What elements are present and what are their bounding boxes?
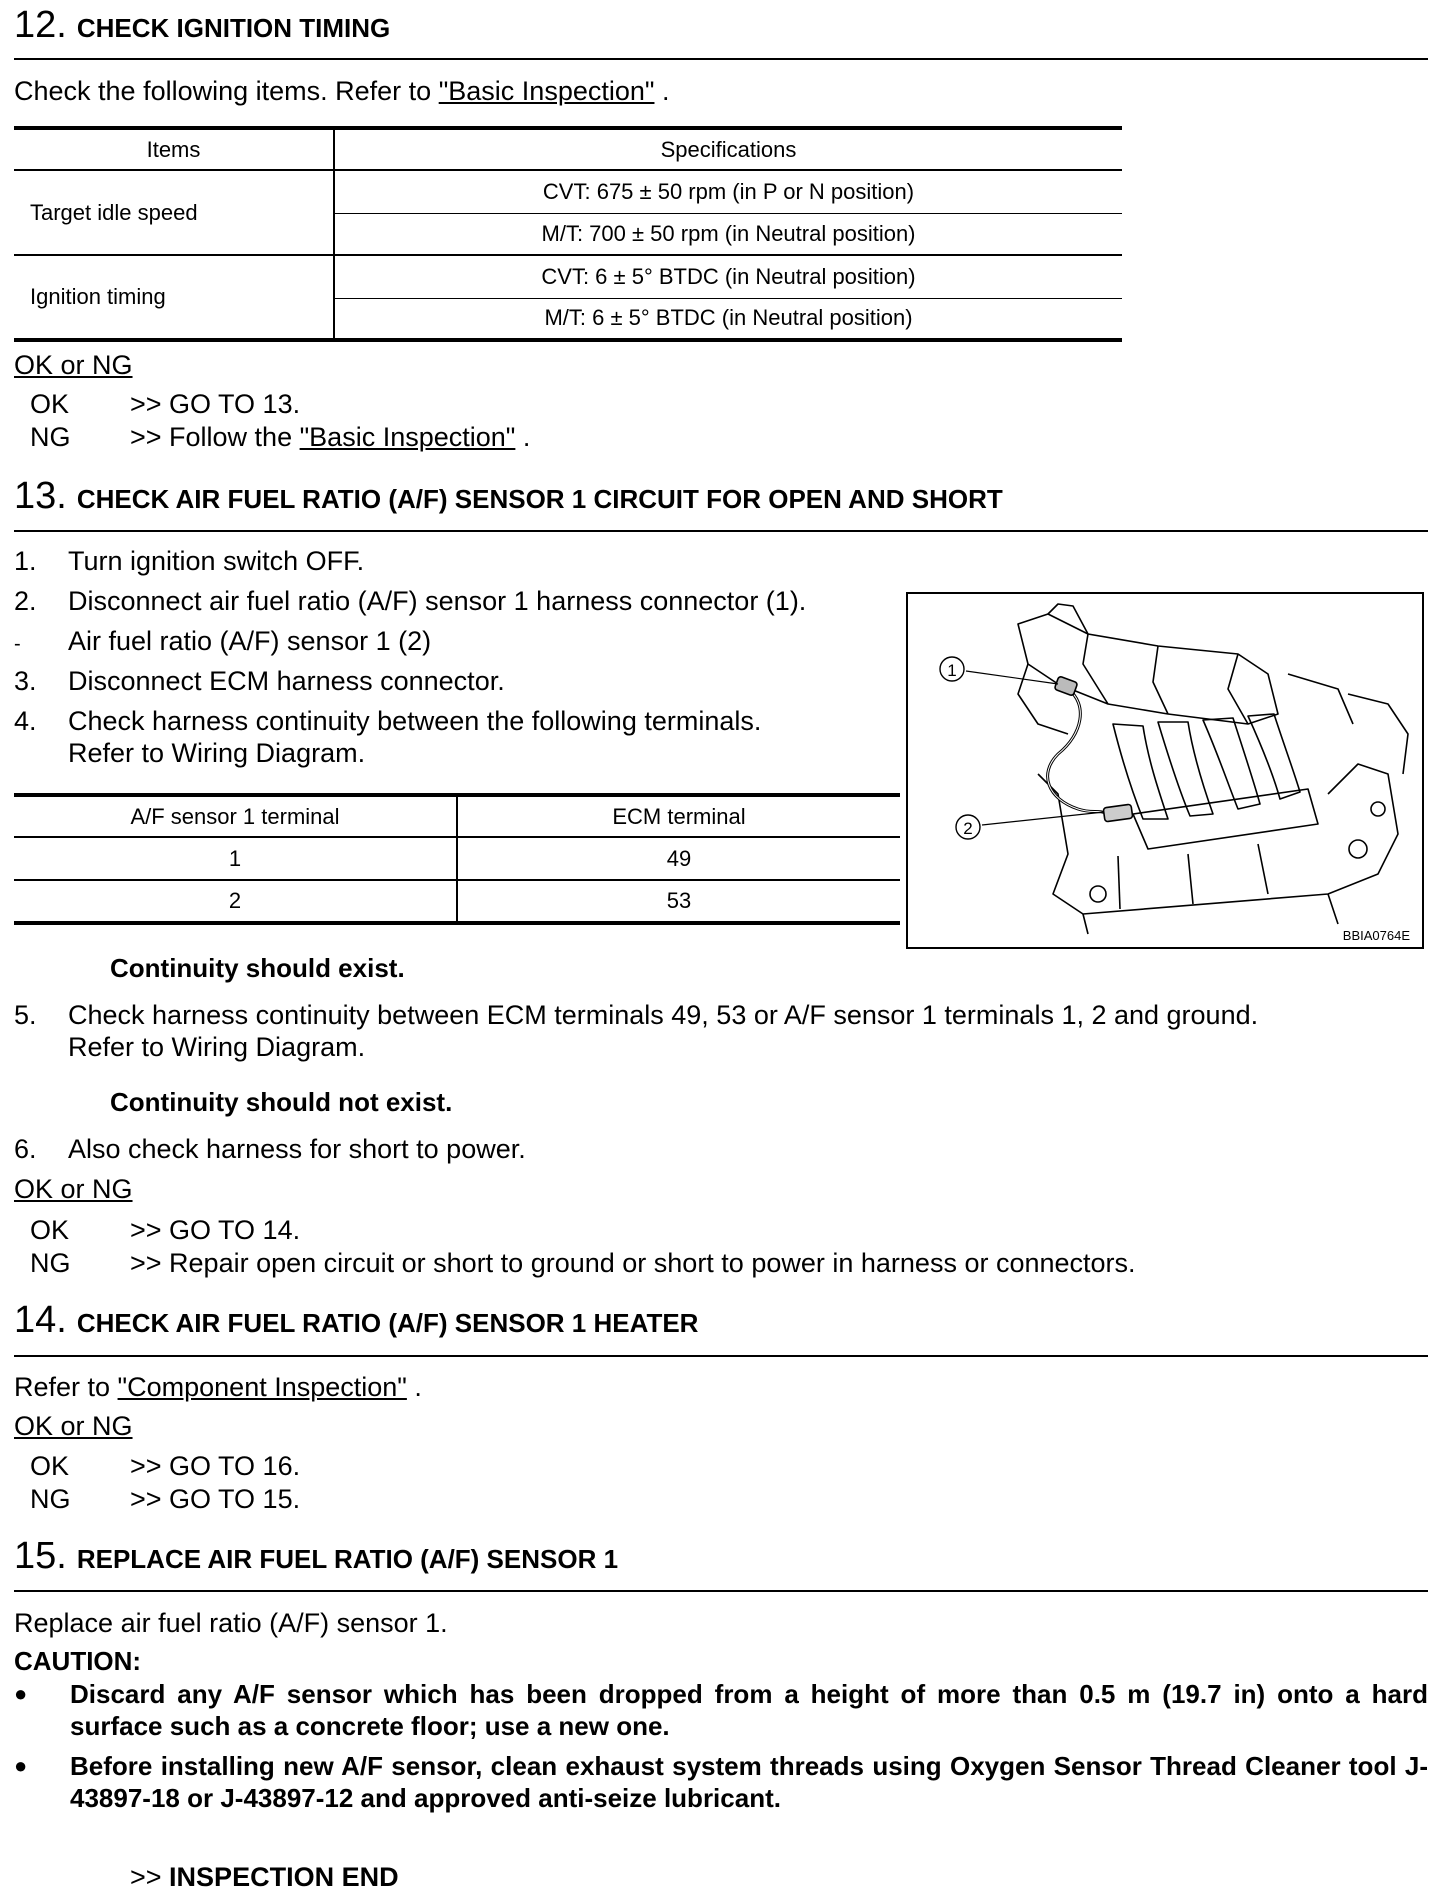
section-12-ng-row: NG >> Follow the "Basic Inspection" .: [30, 422, 531, 452]
table-row: 1 49: [14, 837, 900, 880]
section-13-heading: [14, 475, 1003, 518]
section-15-title: REPLACE AIR FUEL RATIO (A/F) SENSOR 1: [76, 1544, 619, 1574]
section-14-rule: [14, 1355, 1428, 1357]
step-5: 5. Check harness continuity between ECM terminals 49, 53 or A/F sensor 1 terminals 1, 2 and ground.: [14, 1000, 1259, 1030]
section-12-heading: [14, 4, 390, 47]
caution-label: CAUTION:: [14, 1646, 142, 1676]
af-sensor-figure: [906, 592, 1424, 949]
component-inspection-link[interactable]: "Component Inspection": [117, 1372, 407, 1402]
section-13-title: CHECK AIR FUEL RATIO (A/F) SENSOR 1 CIRCUIT FOR OPEN AND SHORT: [76, 484, 1003, 514]
section-14-number: 14.: [14, 1299, 67, 1341]
section-14-ng-row: NG >> GO TO 15.: [30, 1484, 301, 1514]
section-13-rule: [14, 530, 1428, 532]
section-12-title: CHECK IGNITION TIMING: [76, 13, 391, 43]
step-2-sub: - Air fuel ratio (A/F) sensor 1 (2): [14, 626, 432, 656]
basic-inspection-link-2[interactable]: "Basic Inspection": [299, 422, 516, 452]
section-15-heading: [14, 1535, 618, 1578]
continuity-should-exist: Continuity should exist.: [110, 953, 405, 983]
section-15-intro: Replace air fuel ratio (A/F) sensor 1.: [14, 1608, 448, 1638]
section-13-ng-row: NG >> Repair open circuit or short to ground or short to power in harness or connectors.: [30, 1248, 1136, 1278]
continuity-should-not-exist: Continuity should not exist.: [110, 1087, 453, 1117]
section-12-okng-label: OK or NG: [14, 350, 133, 380]
callout-1: 1: [947, 661, 957, 680]
spec-cvt-timing: CVT: 6 ± 5° BTDC (in Neutral position): [334, 255, 1122, 298]
spec-mt-timing: M/T: 6 ± 5° BTDC (in Neutral position): [544, 305, 913, 331]
engine-illustration: [908, 594, 1422, 947]
step-4: 4. Check harness continuity between the following terminals.: [14, 706, 762, 736]
continuity-table: [14, 793, 900, 925]
section-12-intro: Check the following items. Refer to "Basic Inspection" .: [14, 76, 670, 106]
section-13-okng-label: OK or NG: [14, 1174, 133, 1204]
table-header-items: Items: [14, 128, 334, 170]
section-14-intro: Refer to "Component Inspection" .: [14, 1372, 422, 1402]
ignition-spec-table: [14, 126, 1122, 342]
step-1: 1. Turn ignition switch OFF.: [14, 546, 365, 576]
section-12-ok-row: OK >> GO TO 13.: [30, 389, 301, 419]
step-5-refer: Refer to Wiring Diagram.: [68, 1032, 366, 1062]
basic-inspection-link[interactable]: "Basic Inspection": [438, 76, 655, 106]
inspection-end: >> INSPECTION END: [130, 1862, 399, 1892]
section-14-title: CHECK AIR FUEL RATIO (A/F) SENSOR 1 HEATER: [76, 1308, 699, 1338]
step-3: 3. Disconnect ECM harness connector.: [14, 666, 505, 696]
bullet-icon: ●: [14, 1753, 28, 1778]
section-14-okng-label: OK or NG: [14, 1411, 133, 1441]
step-4-refer: Refer to Wiring Diagram.: [68, 738, 366, 768]
table-header-ecm-terminal: ECM terminal: [612, 803, 746, 829]
section-15-number: 15.: [14, 1535, 67, 1577]
caution-item-2: ● Before installing new A/F sensor, clean exhaust system threads using Oxygen Sensor Thread Cleaner tool J-43897-18 or J-43897-12 and approved anti-seize lubricant.: [14, 1751, 1428, 1813]
table-header-af-terminal: A/F sensor 1 terminal: [14, 795, 457, 837]
section-12-number: 12.: [14, 4, 67, 46]
section-14-ok-row: OK >> GO TO 16.: [30, 1451, 301, 1481]
spec-mt-idle: M/T: 700 ± 50 rpm (in Neutral position): [334, 213, 1122, 255]
callout-2: 2: [963, 819, 973, 838]
spec-cvt-idle: CVT: 675 ± 50 rpm (in P or N position): [334, 170, 1122, 213]
section-12-rule: [14, 58, 1428, 60]
table-header-specifications: Specifications: [660, 136, 797, 162]
table-row: 2 53: [14, 880, 900, 923]
step-6: 6. Also check harness for short to power.: [14, 1134, 526, 1164]
step-2: 2. Disconnect air fuel ratio (A/F) sensor 1 harness connector (1).: [14, 586, 807, 616]
row-target-idle-speed: Target idle speed: [14, 170, 334, 255]
bullet-icon: ●: [14, 1681, 28, 1706]
caution-item-1: ● Discard any A/F sensor which has been dropped from a height of more than 0.5 m (19.7 in) onto a hard surface such as a concrete floor; use a new one.: [14, 1679, 1428, 1741]
row-ignition-timing: Ignition timing: [14, 255, 334, 340]
figure-code: BBIA0764E: [1342, 928, 1410, 943]
section-13-number: 13.: [14, 475, 67, 517]
section-15-rule: [14, 1590, 1428, 1592]
section-14-heading: [14, 1299, 698, 1342]
section-13-ok-row: OK >> GO TO 14.: [30, 1215, 301, 1245]
